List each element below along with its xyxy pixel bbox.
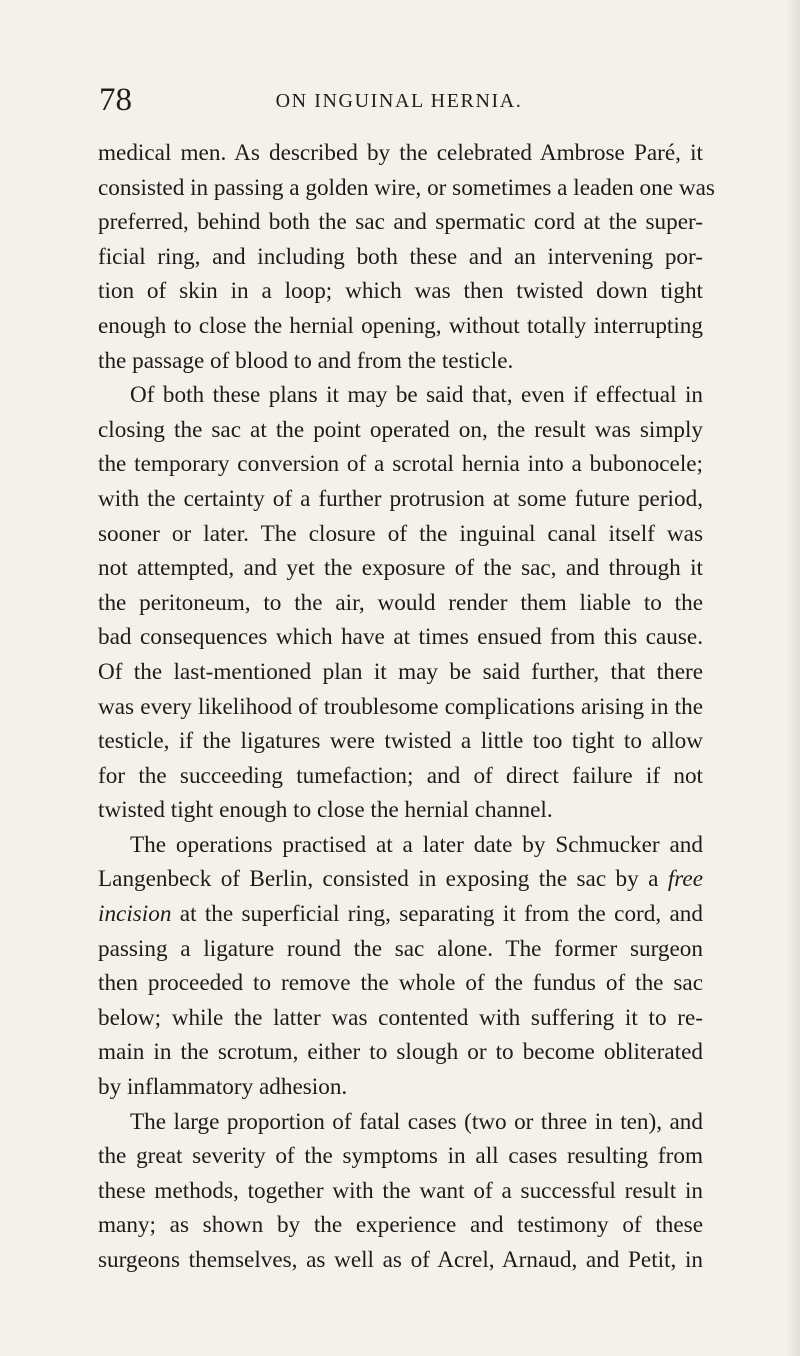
paragraph-start-line: Of both these plans it may be said that, even if effectual in [130, 382, 703, 409]
running-title: ON INGUINAL HERNIA. [275, 90, 523, 112]
paragraph-start-line: The large proportion of fatal cases (two or three in ten), and [130, 1108, 703, 1135]
text-line: closing the sac at the point operated on, the result was simply [98, 416, 703, 443]
text-line: ficial ring, and including both these and an intervening por- [98, 243, 703, 270]
paragraph-end-line: the passage of blood to and from the testicle. [98, 347, 514, 374]
text-line: then proceeded to remove the whole of the fundus of the sac [98, 970, 703, 997]
text-line: below; while the latter was contented with suffering it to re- [98, 1004, 703, 1031]
text-line: these methods, together with the want of a successful result in [98, 1177, 703, 1204]
text-line: with the certainty of a further protrusion at some future period, [98, 485, 703, 512]
text-line: for the succeeding tumefaction; and of direct failure if not [98, 762, 703, 789]
running-head [99, 80, 699, 120]
text-line [98, 862, 703, 897]
text-line: the peritoneum, to the air, would render them liable to the [98, 589, 703, 616]
text-line: the great severity of the symptoms in all cases resulting from [98, 1143, 703, 1170]
paragraph-start-line: The operations practised at a later date by Schmucker and [130, 831, 703, 858]
text-line: not attempted, and yet the exposure of the sac, and through it [98, 555, 703, 582]
text-line: tion of skin in a loop; which was then twisted down tight [98, 278, 703, 305]
paragraph-end-line: twisted tight enough to close the hernial channel. [98, 797, 553, 824]
italic-term-free: free [667, 866, 704, 893]
text-line: surgeons themselves, as well as of Acrel, Arnaud, and Petit, in [98, 1247, 703, 1273]
text-line: preferred, behind both the sac and spermatic cord at the super- [98, 209, 703, 236]
text-line: the temporary conversion of a scrotal hernia into a bubonocele; [98, 451, 703, 478]
paragraph-end-line: by inflammatory adhesion. [98, 1074, 348, 1101]
page-number: 78 [99, 82, 132, 118]
text-line: sooner or later. The closure of the inguinal canal itself was [98, 520, 703, 547]
text-line: was every likelihood of troublesome complications arising in the [98, 693, 703, 720]
text-line: consisted in passing a golden wire, or sometimes a leaden one was [98, 174, 715, 201]
text-line: passing a ligature round the sac alone. The former surgeon [98, 935, 703, 962]
italic-term-incision: incision [98, 901, 172, 928]
text-segment: Langenbeck of Berlin, consisted in exposing the sac by a [98, 866, 659, 893]
page-edge-shadow [786, 0, 800, 1356]
text-line: medical men. As described by the celebrated Ambrose Paré, it [98, 140, 703, 166]
text-line: bad consequences which have at times ensued from this cause. [98, 624, 703, 651]
body-text [98, 136, 715, 1278]
text-line: many; as shown by the experience and testimony of these [98, 1212, 703, 1239]
text-line: testicle, if the ligatures were twisted a little too tight to allow [98, 728, 703, 755]
text-line [98, 897, 703, 932]
text-line: Of the last-mentioned plan it may be said further, that there [98, 658, 703, 685]
text-line: main in the scrotum, either to slough or to become obliterated [98, 1039, 703, 1066]
text-segment: at the superficial ring, separating it from the cord, and [179, 901, 703, 928]
text-line: enough to close the hernial opening, without totally interrupting [98, 312, 703, 339]
